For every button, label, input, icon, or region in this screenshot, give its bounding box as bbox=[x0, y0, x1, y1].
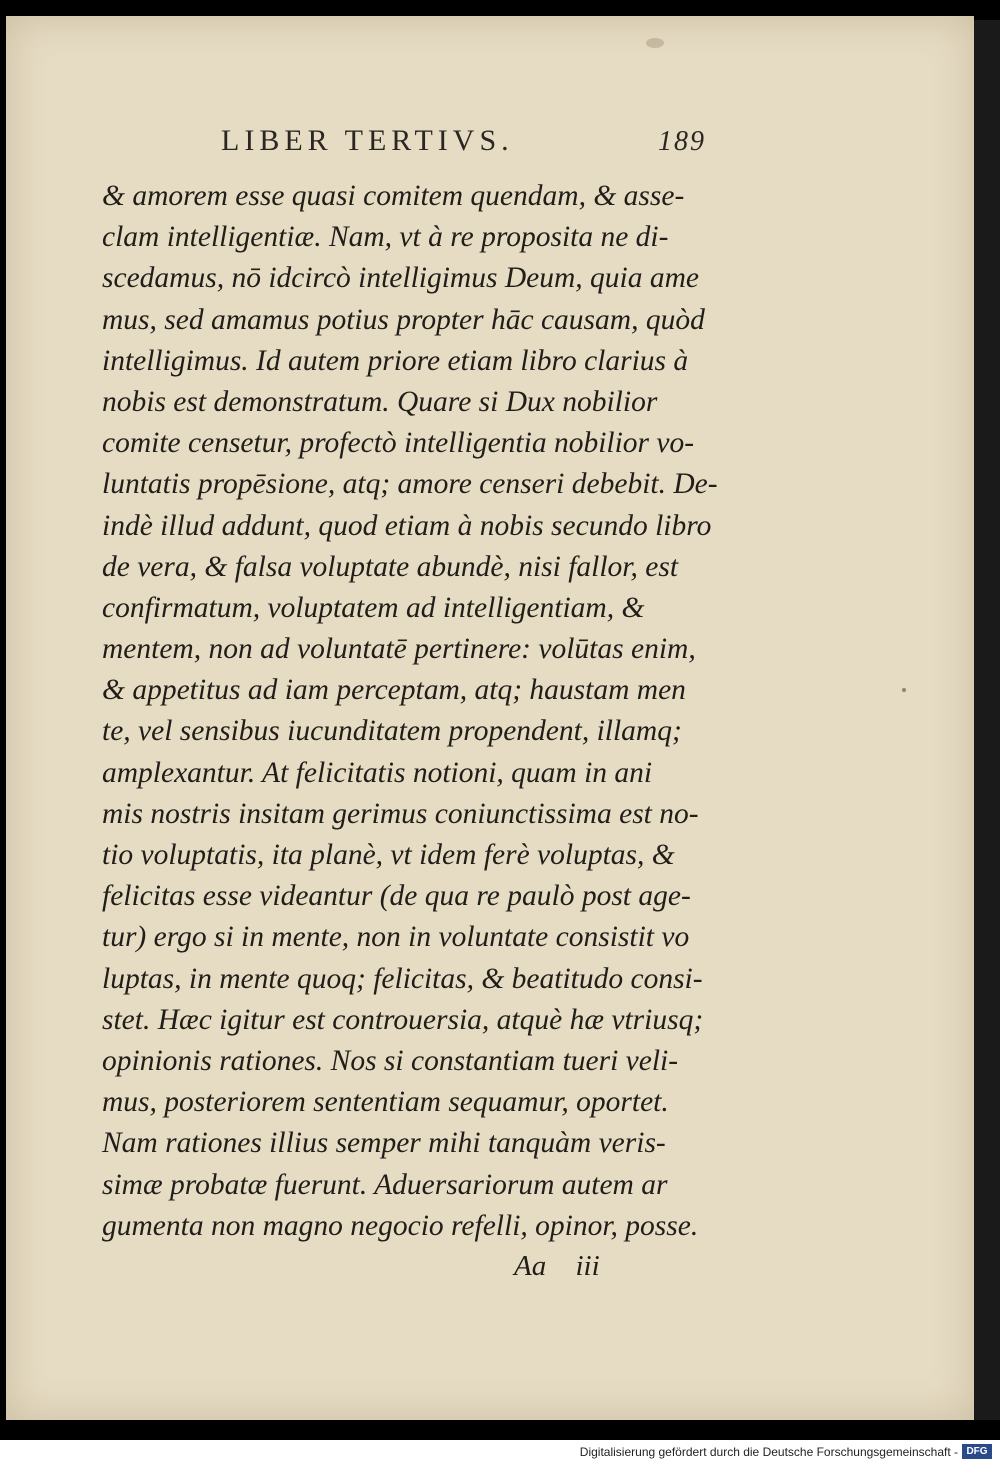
text-line: te, vel sensibus iucunditatem propendent, illamq; bbox=[102, 715, 682, 748]
text-line: mus, sed amamus potius propter hāc causam, quòd bbox=[102, 303, 705, 336]
text-line: felicitas esse videantur (de qua re paulò post age- bbox=[102, 880, 691, 913]
text-line: luntatis propēsione, atq; amore censeri debebit. De- bbox=[102, 468, 718, 501]
text-line: Nam rationes illius semper mihi tanquàm veris- bbox=[102, 1127, 666, 1160]
text-line: nobis est demonstratum. Quare si Dux nobilior bbox=[102, 385, 658, 418]
footer-bar bbox=[0, 1440, 1000, 1465]
book-page bbox=[6, 16, 974, 1420]
text-line: & appetitus ad iam perceptam, atq; haustam men bbox=[102, 674, 686, 707]
text-line: amplexantur. At felicitatis notioni, quam in ani bbox=[102, 756, 653, 789]
text-line: mentem, non ad voluntatē pertinere: volūtas enim, bbox=[102, 633, 696, 666]
text-line: stet. Hæc igitur est controuersia, atquè hæ vtriusq; bbox=[102, 1003, 704, 1036]
text-line: mus, posteriorem sententiam sequamur, oportet. bbox=[102, 1086, 669, 1119]
text-line: indè illud addunt, quod etiam à nobis secundo libro bbox=[102, 509, 712, 542]
text-line: tur) ergo si in mente, non in voluntate consistit vo bbox=[102, 921, 690, 954]
text-line: & amorem esse quasi comitem quendam, & asse- bbox=[102, 180, 685, 212]
paper-stain bbox=[646, 38, 664, 48]
text-line: de vera, & falsa voluptate abundè, nisi fallor, est bbox=[102, 550, 679, 583]
text-line: luptas, in mente quoq; felicitas, & beatitudo consi- bbox=[102, 962, 703, 995]
text-line: confirmatum, voluptatem ad intelligentiam, & bbox=[102, 591, 645, 624]
paper-blemish bbox=[902, 688, 906, 692]
text-line: tio voluptatis, ita planè, vt idem ferè voluptas, & bbox=[102, 839, 675, 871]
dfg-logo-icon: DFG bbox=[962, 1444, 992, 1459]
text-line: mis nostris insitam gerimus coniunctissima est no- bbox=[102, 797, 699, 830]
running-title: LIBER TERTIVS. bbox=[221, 124, 514, 157]
signature-mark: Aa iii bbox=[514, 1250, 600, 1282]
text-line: simæ probatæ fuerunt. Aduersariorum autem ar bbox=[102, 1168, 668, 1201]
text-line: intelligimus. Id autem priore etiam libro clarius à bbox=[102, 344, 689, 377]
text-line: comite censetur, profectò intelligentia nobilior vo- bbox=[102, 427, 695, 460]
text-line: opinionis rationes. Nos si constantiam tueri veli- bbox=[102, 1044, 679, 1077]
text-line: clam intelligentiæ. Nam, vt à re proposita ne di- bbox=[102, 221, 669, 254]
page-header bbox=[6, 124, 974, 164]
text-line: gumenta non magno negocio refelli, opinor, posse. bbox=[102, 1209, 699, 1242]
footer-credit: Digitalisierung gefördert durch die Deutsche Forschungsgemeinschaft - bbox=[579, 1445, 958, 1459]
body-text bbox=[102, 176, 742, 1247]
page-edge-shadow bbox=[974, 20, 1000, 1420]
text-line: scedamus, nō idcircò intelligimus Deum, quia ame bbox=[102, 262, 700, 295]
page-number: 189 bbox=[658, 126, 706, 157]
